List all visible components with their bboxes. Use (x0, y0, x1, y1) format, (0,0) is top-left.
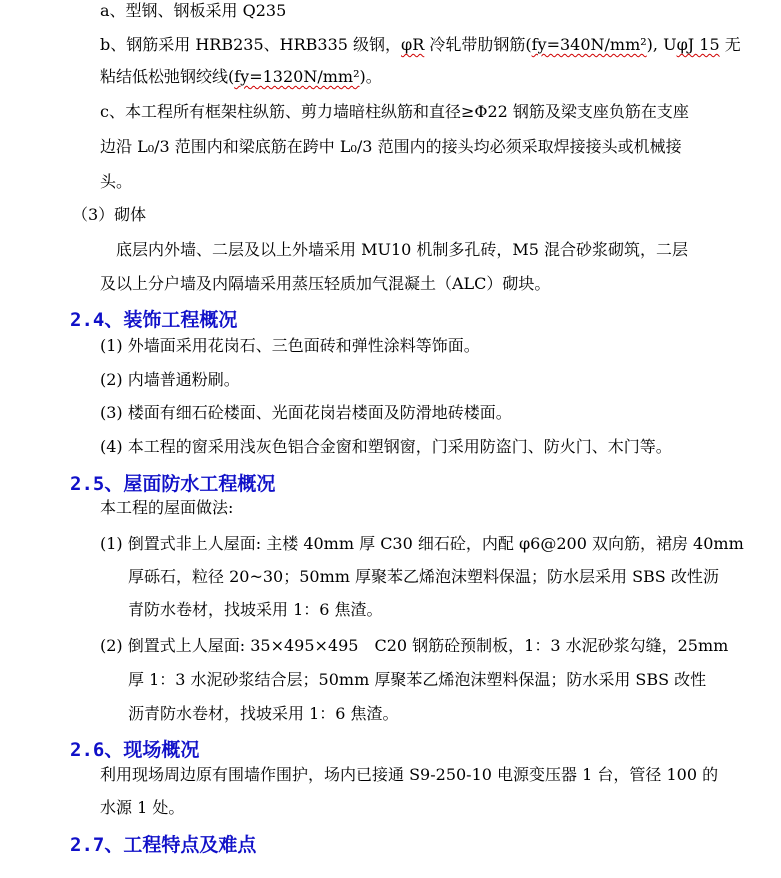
masonry-line-2: 及以上分户墙及内隔墙采用蒸压轻质加气混凝土（ALC）砌块。 (100, 274, 551, 293)
heading-2-4-number: 2.4、 (70, 309, 124, 331)
roof-item-2-line-3: 沥青防水卷材，找坡采用 1：6 焦渣。 (128, 704, 399, 723)
section-3-title: （3）砌体 (72, 205, 147, 224)
item-b-line-1 (100, 35, 741, 55)
item-b2-text-1: 粘结低松弛钢绞线( (100, 67, 235, 86)
decoration-item-1: (1) 外墙面采用花岗石、三色面砖和弹性涂料等饰面。 (100, 336, 480, 355)
heading-2-5-number: 2.5、 (70, 473, 124, 495)
item-b-text-3: ), U (646, 35, 677, 54)
decoration-item-3: (3) 楼面有细石砼楼面、光面花岗岩楼面及防滑地砖楼面。 (100, 403, 512, 422)
masonry-line-1: 底层内外墙、二层及以上外墙采用 MU10 机制多孔砖，M5 混合砂浆砌筑，二层 (116, 240, 689, 259)
heading-2-4-text: 装饰工程概况 (123, 309, 238, 331)
roof-item-1-line-3: 青防水卷材，找坡采用 1：6 焦渣。 (128, 600, 383, 619)
site-line-2: 水源 1 处。 (100, 798, 185, 817)
heading-2-5 (70, 472, 275, 496)
roof-intro: 本工程的屋面做法: (100, 498, 234, 517)
item-b-text-2: 冷轧带肋钢筋( (424, 35, 532, 54)
item-c-line-3: 头。 (100, 172, 133, 191)
heading-2-7 (70, 833, 256, 857)
roof-item-1-line-2: 厚砾石，粒径 20~30；50mm 厚聚苯乙烯泡沫塑料保温；防水层采用 SBS 改性沥 (128, 567, 719, 586)
fy-value-2: fy=1320N/mm² (234, 67, 360, 86)
decoration-item-4: (4) 本工程的窗采用浅灰色铝合金窗和塑钢窗，门采用防盗门、防火门、木门等。 (100, 437, 672, 456)
item-b-text-1: b、钢筋采用 HRB235、HRB335 级钢， (100, 35, 402, 54)
heading-2-4 (70, 308, 237, 332)
item-a-line: a、型钢、钢板采用 Q235 (100, 1, 287, 20)
heading-2-7-number: 2.7、 (70, 834, 124, 856)
fy-value-1: fy=340N/mm² (531, 35, 647, 54)
item-b2-text-2: )。 (359, 67, 382, 86)
roof-item-2-line-2: 厚 1：3 水泥砂浆结合层；50mm 厚聚苯乙烯泡沫塑料保温；防水采用 SBS 改性 (128, 670, 707, 689)
item-b-line-2 (100, 67, 382, 87)
heading-2-5-text: 屋面防水工程概况 (123, 473, 276, 495)
heading-2-6-text: 现场概况 (123, 739, 200, 761)
phi-r-symbol: φR (401, 35, 425, 54)
decoration-item-2: (2) 内墙普通粉刷。 (100, 370, 240, 389)
heading-2-7-text: 工程特点及难点 (123, 834, 257, 856)
item-b-text-4: 无 (719, 35, 741, 54)
item-c-line-2: 边沿 L₀/3 范围内和梁底筋在跨中 L₀/3 范围内的接头均必须采取焊接接头或机械接 (100, 137, 682, 156)
roof-item-2-line-1: (2) 倒置式上人屋面: 35×495×495 C20 钢筋砼预制板，1：3 水泥砂浆勾缝，25mm (100, 636, 729, 655)
item-c-line-1: c、本工程所有框架柱纵筋、剪力墙暗柱纵筋和直径≥Φ22 钢筋及梁支座负筋在支座 (100, 102, 689, 121)
roof-item-1-line-1: (1) 倒置式非上人屋面: 主楼 40mm 厚 C30 细石砼，内配 φ6@200 双向筋，裙房 40mm (100, 534, 744, 553)
site-line-1: 利用现场周边原有围墙作围护，场内已接通 S9-250-10 电源变压器 1 台，管径 100 的 (100, 765, 719, 784)
uj-symbol: φJ 15 (676, 35, 720, 54)
heading-2-6-number: 2.6、 (70, 739, 124, 761)
heading-2-6 (70, 738, 199, 762)
